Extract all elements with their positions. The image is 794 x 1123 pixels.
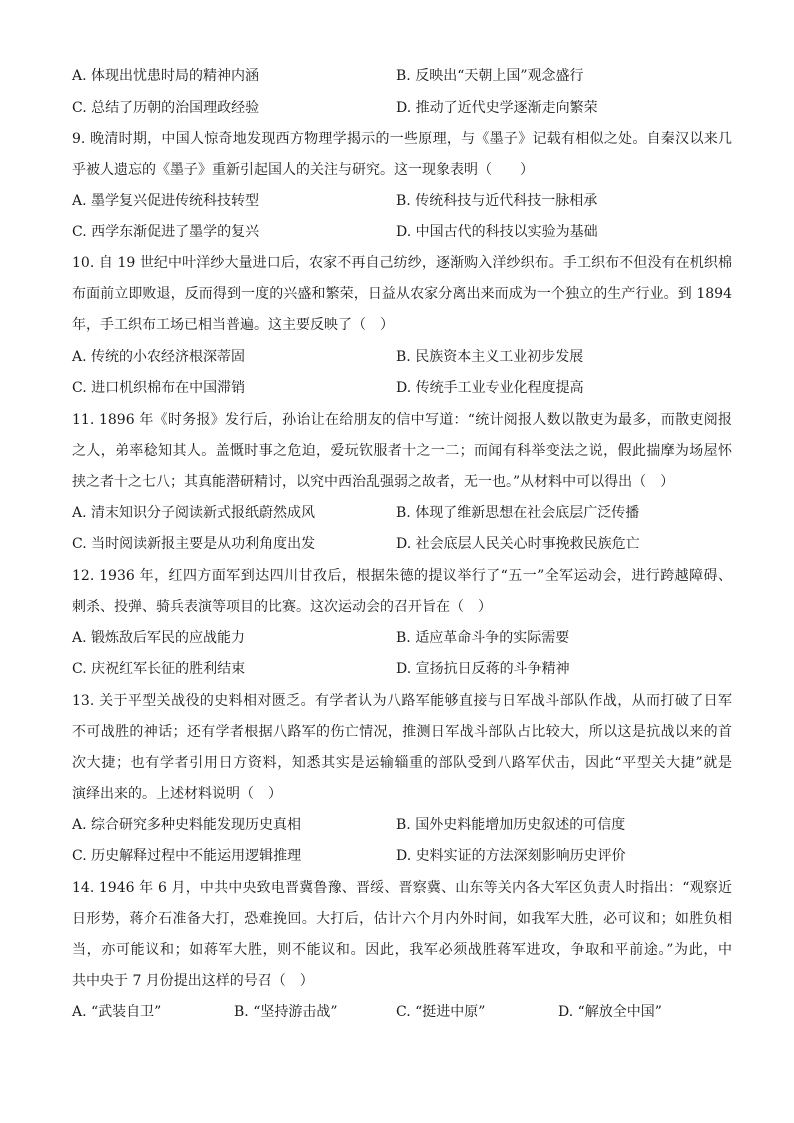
q10-options-row-2 <box>72 376 732 400</box>
q14-options-row <box>72 1000 732 1024</box>
q8-option-d[interactable]: D. 推动了近代史学逐渐走向繁荣 <box>396 100 598 116</box>
q12-stem-line-2: 刺杀、投弹、骑兵表演等项目的比赛。这次运动会的召开旨在（ ） <box>72 599 492 615</box>
q11-option-b[interactable]: B. 体现了维新思想在社会底层广泛传播 <box>396 505 640 521</box>
q12-options-row-1 <box>72 626 732 650</box>
q9-option-d[interactable]: D. 中国古代的科技以实验为基础 <box>396 224 598 240</box>
q10-stem-line-2: 布面前立即败退，反而得到一度的兴盛和繁荣，日益从农家分离出来而成为一个独立的生产行业。到 1894 <box>72 286 732 302</box>
q10-option-a[interactable]: A. 传统的小农经济根深蒂固 <box>72 349 246 365</box>
q10-stem-line-3: 年，手工织布工场已相当普遍。这主要反映了（ ） <box>72 317 394 333</box>
q12-option-b[interactable]: B. 适应革命斗争的实际需要 <box>396 630 570 646</box>
q10-options-row-1 <box>72 345 732 369</box>
q9-stem-line-2: 乎被人遗忘的《墨子》重新引起国人的关注与研究。这一现象表明（ ） <box>72 162 534 178</box>
q11-options-row-2 <box>72 532 732 556</box>
q10-stem-line-1: 10. 自 19 世纪中叶洋纱大量进口后，农家不再自己纺纱，逐渐购入洋纱织布。手工织布不但没有在机织棉 <box>72 255 732 271</box>
q9-options-row-1 <box>72 189 732 213</box>
q11-option-c[interactable]: C. 当时阅读新报主要是从功利角度出发 <box>72 536 316 552</box>
q11-option-d[interactable]: D. 社会底层人民关心时事挽救民族危亡 <box>396 536 640 552</box>
q13-option-b[interactable]: B. 国外史料能增加历史叙述的可信度 <box>396 817 626 833</box>
q13-stem-line-1: 13. 关于平型关战役的史料相对匮乏。有学者认为八路军能够直接与日军战斗部队作战，从而打破了日军 <box>72 693 732 709</box>
q8-option-a[interactable]: A. 体现出忧患时局的精神内涵 <box>72 68 260 84</box>
q14-option-d[interactable]: D. “解放全中国” <box>558 1004 662 1020</box>
q11-option-a[interactable]: A. 清末知识分子阅读新式报纸蔚然成风 <box>72 505 316 521</box>
q14-option-b[interactable]: B. “坚持游击战” <box>234 1004 338 1020</box>
q8-options-row-1 <box>72 64 732 88</box>
q9-option-b[interactable]: B. 传统科技与近代科技一脉相承 <box>396 193 598 209</box>
q8-option-b[interactable]: B. 反映出“天朝上国”观念盛行 <box>396 68 584 84</box>
q9-options-row-2 <box>72 220 732 244</box>
q13-stem-line-2: 不可战胜的神话；还有学者根据八路军的伤亡情况，推测日军战斗部队占比较大，所以这是抗战以来的首 <box>72 724 732 740</box>
q13-option-d[interactable]: D. 史料实证的方法深刻影响历史评价 <box>396 848 626 864</box>
q10-option-d[interactable]: D. 传统手工业专业化程度提高 <box>396 380 584 396</box>
q9-option-c[interactable]: C. 西学东渐促进了墨学的复兴 <box>72 224 260 240</box>
q14-stem-line-1: 14. 1946 年 6 月，中共中央致电晋冀鲁豫、晋绥、晋察冀、山东等关内各大军区负责人时指出：“观察近 <box>72 880 732 896</box>
q14-stem-line-2: 日形势，蒋介石准备大打，恐难挽回。大打后，估计六个月内外时间，如我军大胜，必可议和；如胜负相 <box>72 911 732 927</box>
q14-option-a[interactable]: A. “武装自卫” <box>72 1004 162 1020</box>
q12-option-c[interactable]: C. 庆祝红军长征的胜利结束 <box>72 661 246 677</box>
q13-options-row-2 <box>72 844 732 868</box>
q14-option-c[interactable]: C. “挺进中原” <box>396 1004 486 1020</box>
q11-stem-line-2: 之人，弟率稔知其人。盖慨时事之危迫，爱玩钦服者十之一二；而闻有科举变法之说，假此揣摩为场屋怀 <box>72 443 732 459</box>
q13-stem-line-3: 次大捷；也有学者引用日方资料，知悉其实是运输辎重的部队受到八路军伏击，因此“平型关大捷”就是 <box>72 755 732 771</box>
q12-options-row-2 <box>72 657 732 681</box>
q11-stem-line-1: 11. 1896 年《时务报》发行后，孙诒让在给朋友的信中写道：“统计阅报人数以散吏为最多，而散吏阅报 <box>72 412 732 428</box>
q14-stem-line-3: 当，亦可能议和；如蒋军大胜，则不能议和。因此，我军必须战胜蒋军进攻，争取和平前途。”为此，中 <box>72 942 732 958</box>
q13-option-c[interactable]: C. 历史解释过程中不能运用逻辑推理 <box>72 848 302 864</box>
q13-stem-line-4: 演绎出来的。上述材料说明（ ） <box>72 786 282 802</box>
q11-options-row-1 <box>72 501 732 525</box>
q11-stem-line-3: 挟之者十之七八；其真能潜研精讨，以究中西治乱强弱之故者，无一也。”从材料中可以得出（ ） <box>72 474 675 490</box>
q12-option-a[interactable]: A. 锻炼敌后军民的应战能力 <box>72 630 246 646</box>
q10-option-c[interactable]: C. 进口机织棉布在中国滞销 <box>72 380 246 396</box>
q8-option-c[interactable]: C. 总结了历朝的治国理政经验 <box>72 100 260 116</box>
q8-options-row-2 <box>72 96 732 120</box>
q13-options-row-1 <box>72 813 732 837</box>
q9-stem-line-1: 9. 晚清时期，中国人惊奇地发现西方物理学揭示的一些原理，与《墨子》记载有相似之处。自秦汉以来几 <box>72 131 732 147</box>
q9-option-a[interactable]: A. 墨学复兴促进传统科技转型 <box>72 193 260 209</box>
q10-option-b[interactable]: B. 民族资本主义工业初步发展 <box>396 349 584 365</box>
q14-stem-line-4: 共中央于 7 月份提出这样的号召（ ） <box>72 973 314 989</box>
q12-stem-line-1: 12. 1936 年，红四方面军到达四川甘孜后，根据朱德的提议举行了“五一”全军运动会，进行跨越障碍、 <box>72 568 732 584</box>
q12-option-d[interactable]: D. 宣扬抗日反蒋的斗争精神 <box>396 661 570 677</box>
q13-option-a[interactable]: A. 综合研究多种史料能发现历史真相 <box>72 817 302 833</box>
